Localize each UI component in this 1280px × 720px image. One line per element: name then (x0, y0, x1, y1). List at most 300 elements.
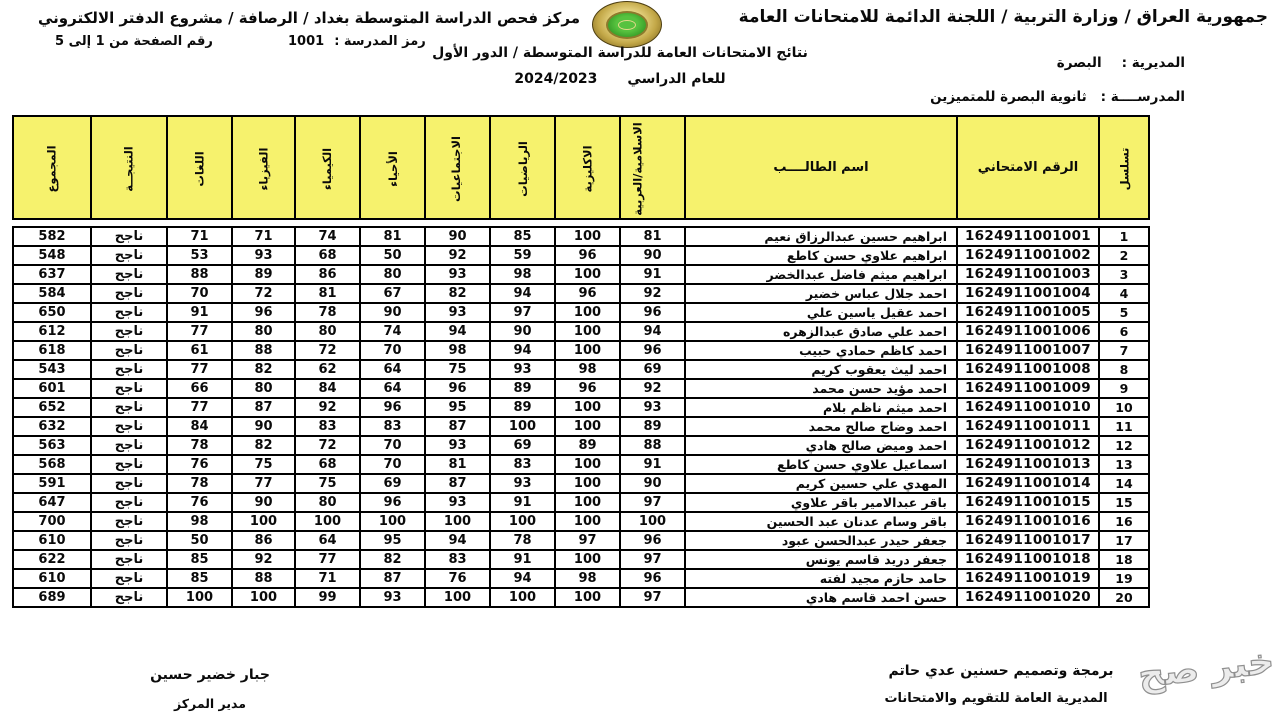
grade-biology: 67 (360, 284, 425, 303)
column-header-3: الاسلامية/العربية (620, 116, 685, 219)
column-header-5: الرياضيات (490, 116, 555, 219)
serial-number: 15 (1099, 493, 1149, 512)
total-score: 548 (13, 246, 91, 265)
student-name: احمد وميض صالح هادي (685, 436, 957, 455)
student-name: باقر وسام عدنان عبد الحسين (685, 512, 957, 531)
result-status: ناجح (91, 417, 167, 436)
grade-languages: 76 (167, 493, 232, 512)
result-status: ناجح (91, 284, 167, 303)
results-table (14, 115, 1150, 608)
result-status: ناجح (91, 474, 167, 493)
student-name: احمد كاظم حمادي حبيب (685, 341, 957, 360)
grade-islamic-arabic: 92 (620, 284, 685, 303)
result-status: ناجح (91, 436, 167, 455)
grade-english: 96 (555, 284, 620, 303)
column-header-4: الاكليزية (555, 116, 620, 219)
grade-english: 96 (555, 246, 620, 265)
result-status: ناجح (91, 550, 167, 569)
grade-math: 94 (490, 341, 555, 360)
result-status: ناجح (91, 265, 167, 284)
grade-math: 59 (490, 246, 555, 265)
table-row (13, 398, 1149, 417)
grade-english: 98 (555, 569, 620, 588)
student-name: احمد ليث يعقوب كريم (685, 360, 957, 379)
table-row (13, 379, 1149, 398)
grade-languages: 77 (167, 398, 232, 417)
center-director-title: مدير المركز (174, 696, 246, 711)
grade-social: 93 (425, 303, 490, 322)
grade-social: 100 (425, 512, 490, 531)
total-score: 622 (13, 550, 91, 569)
grade-islamic-arabic: 91 (620, 455, 685, 474)
grade-biology: 64 (360, 379, 425, 398)
exam-number: 1624911001017 (957, 531, 1099, 550)
grade-physics: 96 (232, 303, 295, 322)
grade-english: 100 (555, 265, 620, 284)
grade-chemistry: 68 (295, 455, 360, 474)
total-score: 618 (13, 341, 91, 360)
grade-chemistry: 100 (295, 512, 360, 531)
grade-social: 92 (425, 246, 490, 265)
total-score: 568 (13, 455, 91, 474)
results-table-body (12, 226, 1150, 608)
column-header-1: الرقم الامتحاني (957, 116, 1099, 219)
column-header-7: الأحياء (360, 116, 425, 219)
grade-biology: 83 (360, 417, 425, 436)
grade-languages: 66 (167, 379, 232, 398)
grade-chemistry: 81 (295, 284, 360, 303)
total-score: 584 (13, 284, 91, 303)
grade-physics: 87 (232, 398, 295, 417)
column-header-12: المجموع (13, 116, 91, 219)
grade-chemistry: 71 (295, 569, 360, 588)
grade-islamic-arabic: 97 (620, 550, 685, 569)
grade-math: 89 (490, 379, 555, 398)
grade-english: 98 (555, 360, 620, 379)
grade-social: 93 (425, 265, 490, 284)
grade-islamic-arabic: 81 (620, 227, 685, 246)
grade-physics: 82 (232, 436, 295, 455)
grade-biology: 90 (360, 303, 425, 322)
ministry-emblem-icon (592, 1, 662, 48)
grade-biology: 96 (360, 493, 425, 512)
table-row (13, 360, 1149, 379)
result-status: ناجح (91, 227, 167, 246)
total-score: 612 (13, 322, 91, 341)
center-director-name: جبار خضير حسين (150, 667, 270, 683)
grade-languages: 77 (167, 322, 232, 341)
grade-islamic-arabic: 96 (620, 531, 685, 550)
serial-number: 16 (1099, 512, 1149, 531)
student-name: احمد علي صادق عبدالزهره (685, 322, 957, 341)
school-code-label: رمز المدرسة : (334, 34, 426, 49)
result-status: ناجح (91, 512, 167, 531)
total-score: 610 (13, 569, 91, 588)
student-name: احمد وضاح صالح محمد (685, 417, 957, 436)
grade-english: 100 (555, 417, 620, 436)
grade-english: 89 (555, 436, 620, 455)
grade-english: 100 (555, 398, 620, 417)
total-score: 591 (13, 474, 91, 493)
year-label: للعام الدراسي (627, 71, 726, 87)
grade-islamic-arabic: 88 (620, 436, 685, 455)
grade-languages: 53 (167, 246, 232, 265)
serial-number: 5 (1099, 303, 1149, 322)
grade-languages: 85 (167, 550, 232, 569)
exam-number: 1624911001016 (957, 512, 1099, 531)
serial-number: 1 (1099, 227, 1149, 246)
grade-physics: 86 (232, 531, 295, 550)
column-header-2: اسم الطالــــب (685, 116, 957, 219)
serial-number: 9 (1099, 379, 1149, 398)
grade-math: 69 (490, 436, 555, 455)
exam-number: 1624911001012 (957, 436, 1099, 455)
grade-math: 85 (490, 227, 555, 246)
grade-english: 100 (555, 341, 620, 360)
grade-biology: 82 (360, 550, 425, 569)
grade-biology: 74 (360, 322, 425, 341)
grade-math: 90 (490, 322, 555, 341)
grade-biology: 96 (360, 398, 425, 417)
grade-chemistry: 64 (295, 531, 360, 550)
grade-english: 100 (555, 455, 620, 474)
grade-languages: 84 (167, 417, 232, 436)
table-row (13, 493, 1149, 512)
result-status: ناجح (91, 588, 167, 607)
student-name: احمد جلال عباس خضير (685, 284, 957, 303)
grade-social: 95 (425, 398, 490, 417)
grade-languages: 85 (167, 569, 232, 588)
table-row (13, 265, 1149, 284)
grade-math: 91 (490, 550, 555, 569)
total-score: 582 (13, 227, 91, 246)
serial-number: 8 (1099, 360, 1149, 379)
grade-english: 100 (555, 322, 620, 341)
table-row (13, 512, 1149, 531)
serial-number: 20 (1099, 588, 1149, 607)
total-score: 652 (13, 398, 91, 417)
exam-number: 1624911001018 (957, 550, 1099, 569)
student-name: باقر عبدالامير باقر علاوي (685, 493, 957, 512)
grade-chemistry: 99 (295, 588, 360, 607)
grade-social: 94 (425, 322, 490, 341)
student-name: ابراهيم ميثم فاضل عبدالخضر (685, 265, 957, 284)
grade-english: 100 (555, 493, 620, 512)
grade-biology: 93 (360, 588, 425, 607)
grade-physics: 71 (232, 227, 295, 246)
grade-math: 78 (490, 531, 555, 550)
serial-number: 13 (1099, 455, 1149, 474)
grade-islamic-arabic: 91 (620, 265, 685, 284)
grade-islamic-arabic: 93 (620, 398, 685, 417)
grade-physics: 72 (232, 284, 295, 303)
grade-chemistry: 68 (295, 246, 360, 265)
ministry-title: جمهورية العراق / وزارة التربية / اللجنة الدائمة للامتحانات العامة (738, 7, 1268, 27)
grade-social: 87 (425, 417, 490, 436)
grade-math: 100 (490, 512, 555, 531)
grade-languages: 71 (167, 227, 232, 246)
exam-number: 1624911001014 (957, 474, 1099, 493)
grade-physics: 82 (232, 360, 295, 379)
total-score: 601 (13, 379, 91, 398)
grade-languages: 61 (167, 341, 232, 360)
grade-math: 100 (490, 417, 555, 436)
result-status: ناجح (91, 322, 167, 341)
total-score: 689 (13, 588, 91, 607)
exam-number: 1624911001006 (957, 322, 1099, 341)
column-header-9: الفيزياء (232, 116, 295, 219)
result-status: ناجح (91, 303, 167, 322)
grade-math: 93 (490, 360, 555, 379)
grade-social: 96 (425, 379, 490, 398)
total-score: 632 (13, 417, 91, 436)
grade-math: 97 (490, 303, 555, 322)
grade-islamic-arabic: 97 (620, 588, 685, 607)
grade-english: 100 (555, 227, 620, 246)
header-row (13, 116, 1149, 219)
emblem-green-center (606, 11, 648, 39)
grade-languages: 77 (167, 360, 232, 379)
student-name: احمد مؤيد حسن محمد (685, 379, 957, 398)
grade-english: 100 (555, 550, 620, 569)
grade-physics: 77 (232, 474, 295, 493)
page-range: رقم الصفحة من 1 إلى 5 (55, 34, 213, 49)
grade-languages: 88 (167, 265, 232, 284)
grade-english: 100 (555, 512, 620, 531)
grade-languages: 50 (167, 531, 232, 550)
serial-number: 7 (1099, 341, 1149, 360)
grade-biology: 70 (360, 455, 425, 474)
results-title: نتائج الامتحانات العامة للدراسة المتوسطة / الدور الأول (432, 45, 808, 61)
grade-physics: 88 (232, 569, 295, 588)
result-status: ناجح (91, 531, 167, 550)
serial-number: 12 (1099, 436, 1149, 455)
grade-social: 93 (425, 436, 490, 455)
table-row (13, 284, 1149, 303)
grade-physics: 90 (232, 493, 295, 512)
grade-math: 89 (490, 398, 555, 417)
exam-number: 1624911001003 (957, 265, 1099, 284)
exam-number: 1624911001001 (957, 227, 1099, 246)
grade-biology: 64 (360, 360, 425, 379)
grade-chemistry: 92 (295, 398, 360, 417)
student-name: جعفر حيدر عبدالحسن عبود (685, 531, 957, 550)
total-score: 647 (13, 493, 91, 512)
serial-number: 19 (1099, 569, 1149, 588)
grade-islamic-arabic: 90 (620, 474, 685, 493)
student-name: احمد ميثم ناظم بلام (685, 398, 957, 417)
grade-math: 98 (490, 265, 555, 284)
result-status: ناجح (91, 360, 167, 379)
grade-chemistry: 77 (295, 550, 360, 569)
school-code-value: 1001 (288, 34, 325, 49)
student-name: احمد عقيل ياسين علي (685, 303, 957, 322)
grade-math: 83 (490, 455, 555, 474)
grade-math: 93 (490, 474, 555, 493)
grade-chemistry: 72 (295, 341, 360, 360)
grade-islamic-arabic: 92 (620, 379, 685, 398)
grade-islamic-arabic: 96 (620, 341, 685, 360)
grade-biology: 87 (360, 569, 425, 588)
serial-number: 4 (1099, 284, 1149, 303)
table-row (13, 531, 1149, 550)
grade-chemistry: 84 (295, 379, 360, 398)
grade-social: 75 (425, 360, 490, 379)
serial-number: 17 (1099, 531, 1149, 550)
total-score: 563 (13, 436, 91, 455)
grade-languages: 100 (167, 588, 232, 607)
total-score: 650 (13, 303, 91, 322)
grade-biology: 80 (360, 265, 425, 284)
grade-languages: 76 (167, 455, 232, 474)
result-status: ناجح (91, 569, 167, 588)
grade-chemistry: 78 (295, 303, 360, 322)
serial-number: 3 (1099, 265, 1149, 284)
grade-physics: 89 (232, 265, 295, 284)
exam-number: 1624911001004 (957, 284, 1099, 303)
grade-languages: 78 (167, 436, 232, 455)
exam-number: 1624911001020 (957, 588, 1099, 607)
school-line (930, 89, 1185, 105)
grade-languages: 98 (167, 512, 232, 531)
total-score: 637 (13, 265, 91, 284)
grade-math: 94 (490, 284, 555, 303)
result-status: ناجح (91, 246, 167, 265)
total-score: 543 (13, 360, 91, 379)
general-directorate-title: المديرية العامة للتقويم والامتحانات (884, 691, 1108, 706)
grade-social: 76 (425, 569, 490, 588)
table-row (13, 303, 1149, 322)
grade-physics: 75 (232, 455, 295, 474)
grade-social: 83 (425, 550, 490, 569)
grade-physics: 88 (232, 341, 295, 360)
grade-physics: 100 (232, 512, 295, 531)
exam-center-title: مركز فحص الدراسة المتوسطة بغداد / الرصافة / مشروع الدفتر الالكتروني (38, 9, 580, 27)
grade-biology: 70 (360, 436, 425, 455)
serial-number: 18 (1099, 550, 1149, 569)
grade-social: 94 (425, 531, 490, 550)
column-header-6: الاجتماعيات (425, 116, 490, 219)
grade-physics: 100 (232, 588, 295, 607)
serial-number: 11 (1099, 417, 1149, 436)
exam-number: 1624911001007 (957, 341, 1099, 360)
grade-languages: 70 (167, 284, 232, 303)
student-name: ابراهيم حسين عبدالرزاق نعيم (685, 227, 957, 246)
table-row (13, 322, 1149, 341)
student-name: حامد حازم مجيد لفته (685, 569, 957, 588)
exam-number: 1624911001013 (957, 455, 1099, 474)
grade-math: 94 (490, 569, 555, 588)
grade-chemistry: 80 (295, 493, 360, 512)
grade-social: 81 (425, 455, 490, 474)
serial-number: 6 (1099, 322, 1149, 341)
serial-number: 2 (1099, 246, 1149, 265)
grade-social: 98 (425, 341, 490, 360)
emblem-gold-ring (592, 1, 662, 48)
school-value: ثانوية البصرة للمتميزين (930, 89, 1087, 105)
emblem-detail (618, 20, 636, 30)
result-status: ناجح (91, 455, 167, 474)
directorate-label: المديرية : (1121, 55, 1185, 71)
table-row (13, 227, 1149, 246)
column-header-0: تسلسل (1099, 116, 1149, 219)
grade-physics: 92 (232, 550, 295, 569)
grade-english: 96 (555, 379, 620, 398)
grade-languages: 91 (167, 303, 232, 322)
grade-islamic-arabic: 89 (620, 417, 685, 436)
grade-islamic-arabic: 94 (620, 322, 685, 341)
serial-number: 10 (1099, 398, 1149, 417)
student-name: المهدي علي حسين كريم (685, 474, 957, 493)
grade-islamic-arabic: 96 (620, 569, 685, 588)
grade-biology: 70 (360, 341, 425, 360)
grade-social: 93 (425, 493, 490, 512)
column-header-10: اللغات (167, 116, 232, 219)
news-site-watermark: خبر صح (1136, 640, 1277, 697)
directorate-line (1057, 55, 1185, 71)
table-row (13, 474, 1149, 493)
table-row (13, 550, 1149, 569)
exam-number: 1624911001019 (957, 569, 1099, 588)
student-name: حسن احمد قاسم هادي (685, 588, 957, 607)
grade-math: 91 (490, 493, 555, 512)
exam-number: 1624911001011 (957, 417, 1099, 436)
result-status: ناجح (91, 341, 167, 360)
grade-islamic-arabic: 96 (620, 303, 685, 322)
grade-english: 100 (555, 588, 620, 607)
grade-math: 100 (490, 588, 555, 607)
grade-social: 90 (425, 227, 490, 246)
student-name: ابراهيم علاوي حسن كاطع (685, 246, 957, 265)
school-label: المدرســــة : (1100, 89, 1185, 105)
grade-physics: 93 (232, 246, 295, 265)
total-score: 610 (13, 531, 91, 550)
exam-number: 1624911001009 (957, 379, 1099, 398)
grade-biology: 100 (360, 512, 425, 531)
grade-biology: 81 (360, 227, 425, 246)
table-row (13, 569, 1149, 588)
table-row (13, 455, 1149, 474)
table-row (13, 246, 1149, 265)
grade-chemistry: 72 (295, 436, 360, 455)
result-status: ناجح (91, 398, 167, 417)
programmer-credit: برمجة وتصميم حسنين عدي حاتم (888, 663, 1114, 679)
grade-english: 100 (555, 474, 620, 493)
column-header-11: النتيجــة (91, 116, 167, 219)
serial-number: 14 (1099, 474, 1149, 493)
table-row (13, 436, 1149, 455)
student-name: جعفر دريد قاسم يونس (685, 550, 957, 569)
directorate-value: البصرة (1056, 55, 1102, 71)
exam-number: 1624911001002 (957, 246, 1099, 265)
result-status: ناجح (91, 493, 167, 512)
grade-chemistry: 74 (295, 227, 360, 246)
grade-social: 82 (425, 284, 490, 303)
grade-social: 87 (425, 474, 490, 493)
result-status: ناجح (91, 379, 167, 398)
table-row (13, 341, 1149, 360)
grade-social: 100 (425, 588, 490, 607)
grade-physics: 80 (232, 379, 295, 398)
student-name: اسماعيل علاوي حسن كاطع (685, 455, 957, 474)
grade-islamic-arabic: 90 (620, 246, 685, 265)
results-table-header (12, 115, 1150, 220)
grade-english: 97 (555, 531, 620, 550)
exam-number: 1624911001010 (957, 398, 1099, 417)
grade-biology: 95 (360, 531, 425, 550)
grade-english: 100 (555, 303, 620, 322)
grade-chemistry: 62 (295, 360, 360, 379)
